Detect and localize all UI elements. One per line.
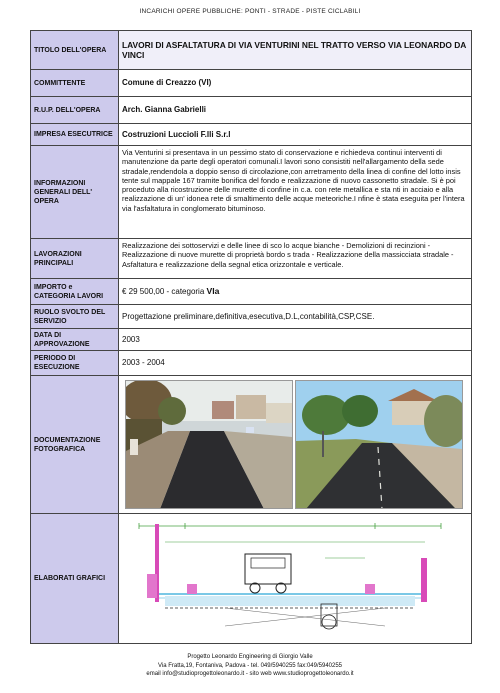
page-footer xyxy=(0,653,500,679)
footer-address: Via Fratta,19, Fontaniva, Padova - tel. 049/5940255 fax:049/5940255 xyxy=(157,662,343,669)
row-lavorazioni xyxy=(31,238,471,278)
periodo-value: 2003 - 2004 xyxy=(122,358,165,368)
elaborati-label: ELABORATI GRAFICI xyxy=(31,514,119,643)
row-ruolo xyxy=(31,304,471,328)
importo-category: VIa xyxy=(206,285,220,296)
row-informazioni xyxy=(31,145,471,238)
importo-value: € 29 500,00 - categoria xyxy=(122,286,207,296)
footer-company: Progetto Leonardo Engineering di Giorgio Valle xyxy=(187,654,313,660)
road-photo-2 xyxy=(295,380,463,509)
approvazione-label: DATA DI APPROVAZIONE xyxy=(31,329,119,350)
page-header: INCARICHI OPERE PUBBLICHE: PONTI - STRADE - PISTE CICLABILI xyxy=(139,8,361,15)
row-elaborati xyxy=(31,513,471,643)
photo-gallery xyxy=(123,380,467,509)
rup-label: R.U.P. DELL'OPERA xyxy=(31,97,119,123)
opera-label: TITOLO DELL'OPERA xyxy=(31,31,119,69)
ruolo-value: Progettazione preliminare,definitiva,esecutiva,D.L,contabilità,CSP,CSE. xyxy=(122,311,375,321)
rup-value: Arch. Gianna Gabrielli xyxy=(122,105,207,115)
row-documentazione xyxy=(31,375,471,513)
ruolo-label: RUOLO SVOLTO DEL SERVIZIO xyxy=(31,305,119,328)
row-approvazione xyxy=(31,328,471,350)
elaborati-cell xyxy=(119,514,471,643)
lavorazioni-value: Realizzazione dei sottoservizi e delle linee di sco lo acque bianche - Demolizioni di recinzioni - Realizzazione di nuove murette di proprietà bordo s trada - Realizzazione della massicciata stradale - Asfaltatura e realizzazione della segnal etica orizzontale e verticale. xyxy=(122,241,454,269)
row-rup xyxy=(31,96,471,123)
impresa-label: IMPRESA ESECUTRICE xyxy=(31,124,119,145)
impresa-value: Costruzioni Luccioli F.lli S.r.l xyxy=(122,129,231,139)
committente-value: Comune di Creazzo (VI) xyxy=(122,78,212,88)
documentazione-cell xyxy=(119,376,471,513)
lavorazioni-label: LAVORAZIONI PRINCIPALI xyxy=(31,239,119,278)
periodo-label: PERIODO DI ESECUZIONE xyxy=(31,351,119,375)
project-sheet xyxy=(30,30,472,644)
committente-label: COMMITTENTE xyxy=(31,70,119,96)
approvazione-value: 2003 xyxy=(122,334,140,344)
informazioni-value: Via Venturini si presentava in un pessimo stato di conservazione e richiedeva continui interventi di manutenzione da parte degli operatori comunali.I lavori sono consistiti nell'allargamento della sede stradale,rendendola a doppio senso di circolazione,con arretramento della linea di confine del lotto insis tente sul mappale 167 tramite bonifica del fondo e realizzazione di nuovo cassonetto stradale. Si è poi proceduto alla ricostruzione delle murette di confine in c.a. con rete metallica e sta nti in acciaio e alla realizzazione di un' idonea rete di smaltimento delle acque meteoriche.I nfine è stata eseguita per l'intera via l'asfaltatura in conglomerato bituminoso. xyxy=(122,148,465,213)
row-committente xyxy=(31,69,471,96)
row-opera xyxy=(31,31,471,69)
road-photo-1 xyxy=(125,380,293,509)
importo-label: IMPORTO e CATEGORIA LAVORI xyxy=(31,279,119,304)
informazioni-label: INFORMAZIONI GENERALI DELL' OPERA xyxy=(31,146,119,238)
row-periodo xyxy=(31,350,471,375)
footer-contacts: email info@studioprogettoleonardo.it - sito web www.studioprogettoleonardo.it xyxy=(146,671,354,677)
section-drawing xyxy=(125,518,465,639)
documentazione-label: DOCUMENTAZIONE FOTOGRAFICA xyxy=(31,376,119,513)
opera-value: LAVORI DI ASFALTATURA DI VIA VENTURINI NEL TRATTO VERSO VIA LEONARDO DA VINCI xyxy=(119,31,471,69)
row-impresa xyxy=(31,123,471,145)
importo-value-cell xyxy=(119,279,471,304)
row-importo xyxy=(31,278,471,304)
